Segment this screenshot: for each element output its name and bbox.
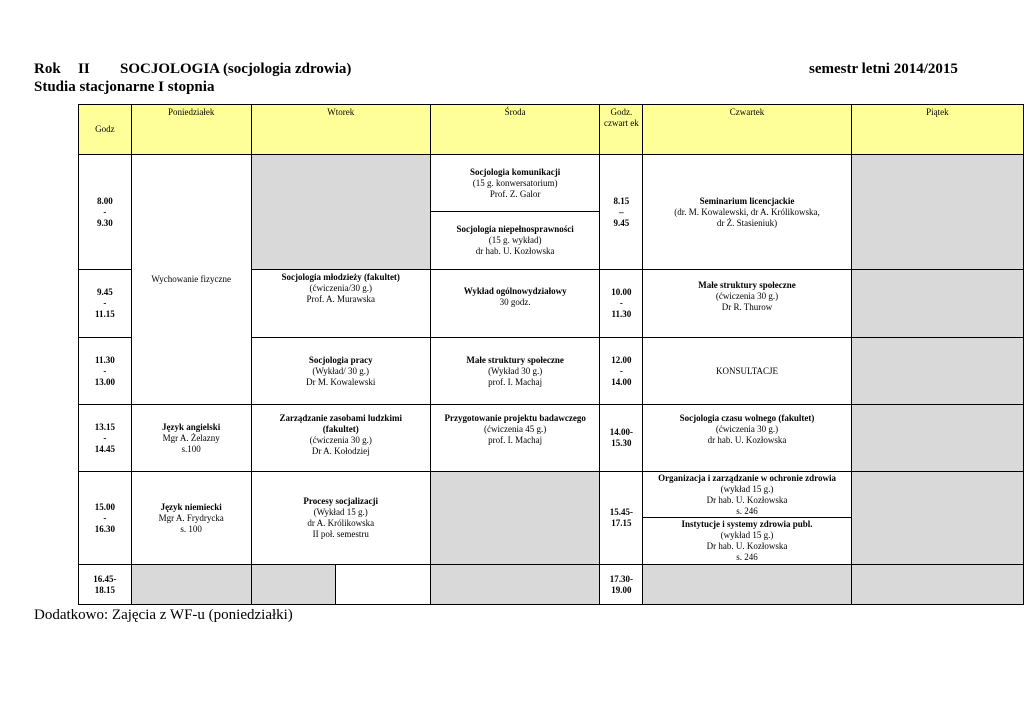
class-cell: Socjologia komunikacji (15 g. konwersatorium) Prof. Z. Galor	[430, 155, 600, 212]
class-cell: KONSULTACJE	[643, 338, 851, 405]
empty-cell	[430, 565, 600, 605]
col-czwartek: Czwartek	[643, 105, 851, 155]
time-cell: 16.45- 18.15	[79, 565, 132, 605]
time-cell: 8.15 – 9.45	[600, 155, 643, 270]
time-cell: 8.00 - 9.30	[79, 155, 132, 270]
empty-cell	[131, 565, 251, 605]
table-row	[79, 565, 1024, 605]
header-course: SOCJOLOGIA (socjologia zdrowia)	[120, 61, 352, 77]
class-cell: Instytucje i systemy zdrowia publ. (wykład 15 g.) Dr hab. U. Kozłowska s. 246	[643, 518, 851, 565]
empty-cell	[851, 405, 1023, 472]
empty-cell	[643, 565, 851, 605]
class-cell: Socjologia młodzieży (fakultet) (ćwiczenia/30 g.) Prof. A. Murawska	[251, 270, 430, 338]
empty-cell	[251, 155, 430, 270]
footnote: Dodatkowo: Zajęcia z WF-u (poniedziałki)	[34, 607, 293, 623]
empty-cell	[851, 338, 1023, 405]
class-cell: Socjologia pracy (Wykład/ 30 g.) Dr M. Kowalewski	[251, 338, 430, 405]
class-cell: Socjologia czasu wolnego (fakultet) (ćwiczenia 30 g.) dr hab. U. Kozłowska	[643, 405, 851, 472]
time-cell: 12.00 - 14.00	[600, 338, 643, 405]
class-cell: Małe struktury społeczne (ćwiczenia 30 g.) Dr R. Thurow	[643, 270, 851, 338]
table-row	[79, 472, 1024, 518]
time-cell: 13.15 - 14.45	[79, 405, 132, 472]
class-cell: Język niemiecki Mgr A. Frydrycka s. 100	[131, 472, 251, 565]
class-cell: Organizacja i zarządzanie w ochronie zdrowia (wykład 15 g.) Dr hab. U. Kozłowska s. 246	[643, 472, 851, 518]
header-rok: Rok	[34, 61, 61, 77]
col-godz-czwartek: Godz. czwart ek	[600, 105, 643, 155]
class-cell: Socjologia niepełnosprawności (15 g. wykład) dr hab. U. Kozłowska	[430, 212, 600, 270]
time-cell: 9.45 - 11.15	[79, 270, 132, 338]
time-cell: 15.00 - 16.30	[79, 472, 132, 565]
empty-cell	[851, 472, 1023, 565]
col-sroda: Środa	[430, 105, 600, 155]
empty-cell	[336, 565, 431, 605]
time-cell: 11.30 - 13.00	[79, 338, 132, 405]
class-cell: Wykład ogólnowydziałowy 30 godz.	[430, 270, 600, 338]
class-cell: Seminarium licencjackie (dr. M. Kowalewski, dr A. Królikowska, dr Ż. Stasieniuk)	[643, 155, 851, 270]
empty-cell	[851, 565, 1023, 605]
time-cell: 10.00 - 11.30	[600, 270, 643, 338]
empty-cell	[251, 565, 336, 605]
time-cell: 15.45- 17.15	[600, 472, 643, 565]
class-cell: Procesy socjalizacji (Wykład 15 g.) dr A. Królikowska II poł. semestru	[251, 472, 430, 565]
pon-wf-cell: Wychowanie fizyczne	[131, 155, 251, 405]
class-cell: Przygotowanie projektu badawczego (ćwiczenia 45 g.) prof. I. Machaj	[430, 405, 600, 472]
col-wtorek: Wtorek	[251, 105, 430, 155]
col-poniedzialek: Poniedziałek	[131, 105, 251, 155]
time-cell: 14.00- 15.30	[600, 405, 643, 472]
empty-cell	[430, 472, 600, 565]
class-cell: Małe struktury społeczne (Wykład 30 g.) prof. I. Machaj	[430, 338, 600, 405]
header-row	[79, 105, 1024, 155]
col-godz: Godz	[79, 105, 132, 155]
header-year: II	[78, 61, 90, 77]
time-cell: 17.30- 19.00	[600, 565, 643, 605]
class-cell: Zarządzanie zasobami ludzkimi (fakultet) (ćwiczenia 30 g.) Dr A. Kołodziej	[251, 405, 430, 472]
header-semester: semestr letni 2014/2015	[809, 61, 958, 77]
empty-cell	[851, 155, 1023, 270]
class-cell: Język angielski Mgr A. Żelazny s.100	[131, 405, 251, 472]
header-studia: Studia stacjonarne I stopnia	[34, 79, 215, 95]
col-piatek: Piątek	[851, 105, 1023, 155]
table-row	[79, 405, 1024, 472]
table-row	[79, 155, 1024, 212]
empty-cell	[851, 270, 1023, 338]
schedule-table	[78, 104, 1024, 605]
